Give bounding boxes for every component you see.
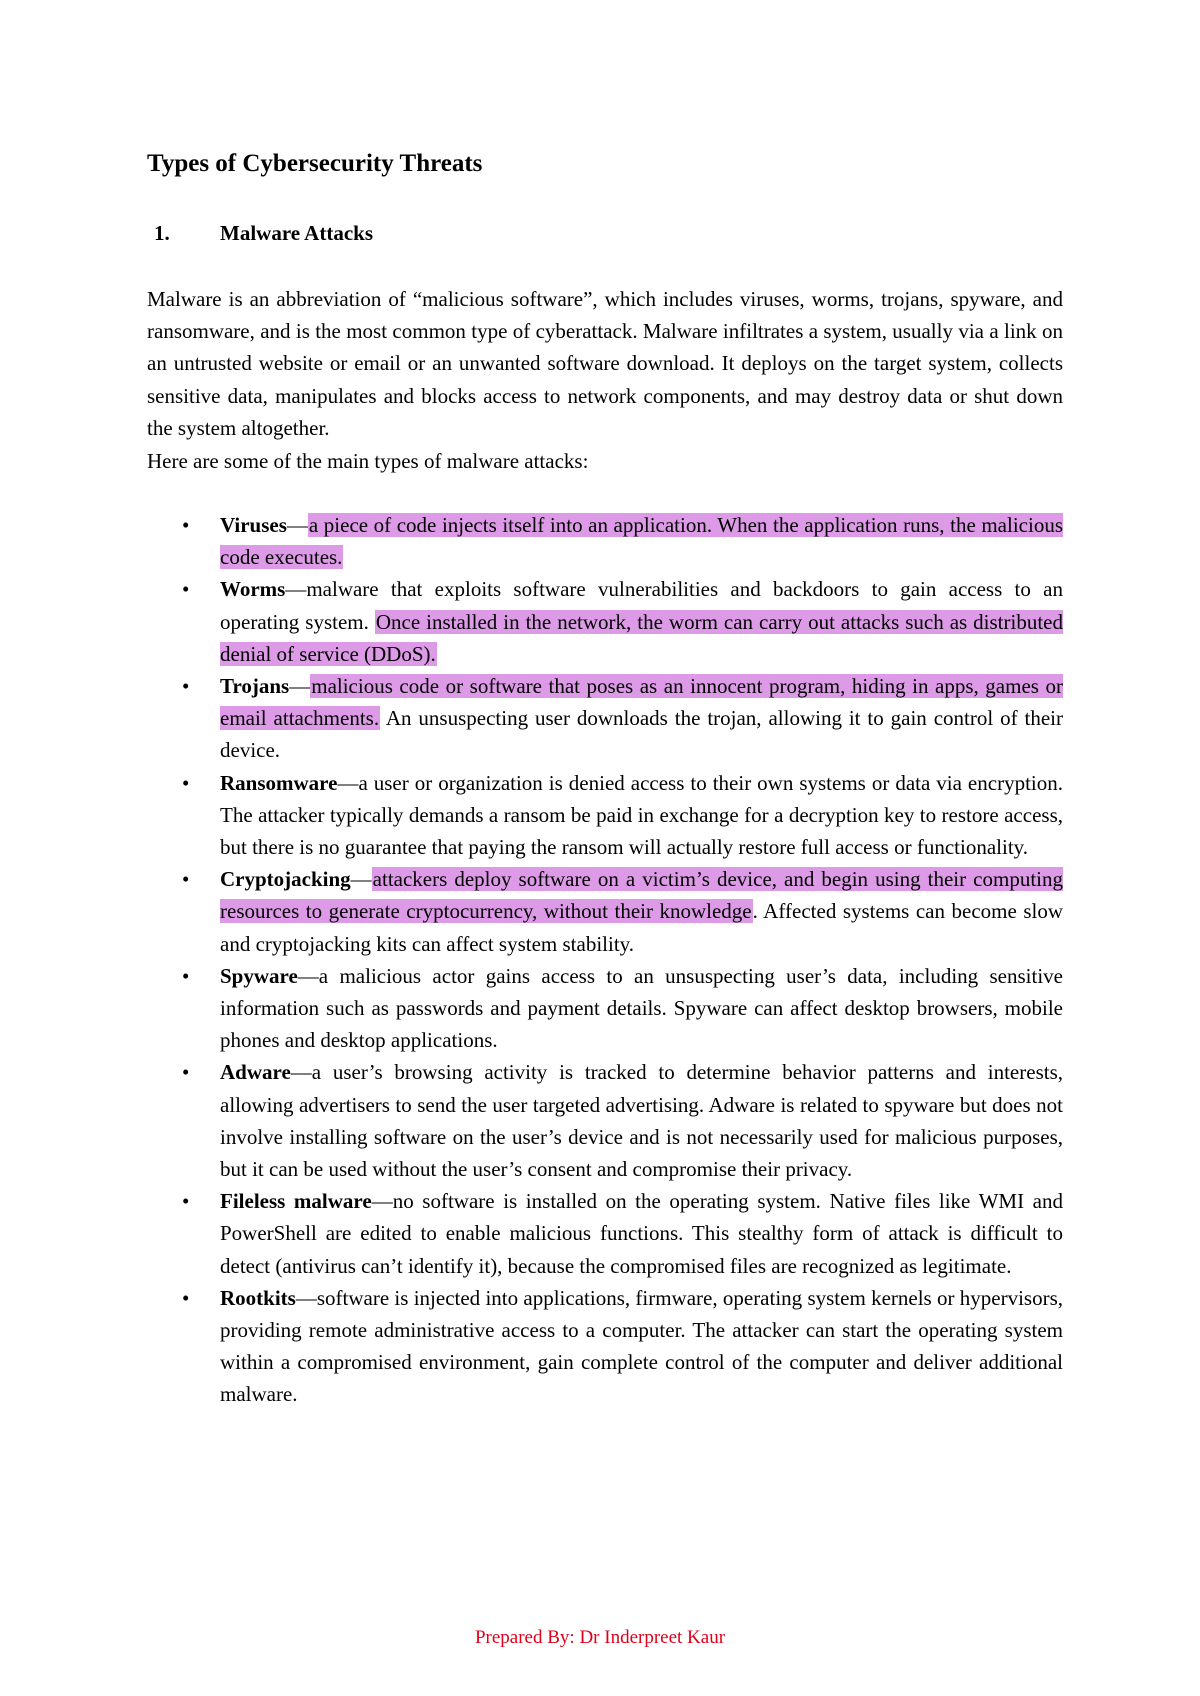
intro-paragraph: Malware is an abbreviation of “malicious software”, which includes viruses, worms, trojans, spyware, and ransomware, and is the most common type of cyberattack. Malware infiltrates a system, usually via a link on an untrusted website or email or an unwanted software download. It deploys on the target system, collects sensitive data, manipulates and blocks access to network components, and may destroy data or shut down the system altogether. [147,287,1063,440]
section-heading [154,219,373,247]
list-item [147,1185,1063,1282]
item-text: malware that exploits software vulnerabilities and backdoors to gain access to an operating system. [220,577,1063,634]
item-dash: — [286,513,308,537]
item-term: Viruses [220,513,287,537]
section-number: 1. [154,221,170,245]
item-text-after: . Affected systems can become slow and cryptojacking kits can affect system stability. [220,899,1064,956]
item-dash: — [297,963,319,988]
list-item [147,1056,1063,1185]
item-highlight: Once installed in the network, the worm can carry out attacks such as distributed denial of service (DDoS). [220,609,1063,666]
item-dash: — [295,1285,317,1310]
item-dash: — [350,867,372,892]
item-term: Cryptojacking [220,867,351,892]
section-title: Malware Attacks [220,221,373,245]
bullet-icon: • [182,577,190,602]
item-term: Fileless malware [220,1189,372,1214]
item-highlight: malicious code or software that poses as an innocent program, hiding in apps, games or email attachments. [220,674,1063,731]
bullet-icon: • [182,963,190,988]
item-text: no software is installed on the operating system. Native files like WMI and PowerShell are edited to enable malicious functions. This stealthy form of attack is difficult to detect (antivirus can’t identify it), because the compromised files are recognized as legitimate. [220,1189,1063,1278]
item-term: Spyware [220,963,298,988]
bullet-icon: • [182,1060,190,1085]
bullet-icon: • [182,513,190,537]
list-item [147,670,1063,767]
item-text: a user or organization is denied access to their own systems or data via encryption. The attacker typically demands a ransom be paid in exchange for a decryption key to restore access, but there is no guarantee that paying the ransom will actually restore full access or functionality. [220,770,1063,860]
lead-sentence: Here are some of the main types of malware attacks: [147,449,589,473]
item-text: a malicious actor gains access to an unsuspecting user’s data, including sensitive information such as passwords and payment details. Spyware can affect desktop browsers, mobile phones and desktop applications. [220,963,1063,1053]
item-dash: — [285,577,307,602]
item-term: Ransomware [220,770,338,795]
list-item [147,960,1063,1057]
list-item [147,1282,1063,1411]
item-term: Adware [220,1060,291,1085]
item-dash: — [337,770,359,795]
item-highlight: attackers deploy software on a victim’s device, and begin using their computing resources to generate cryptocurrency, without their knowledge [220,867,1063,924]
item-dash: — [371,1189,393,1214]
footer-credit: Prepared By: Dr Inderpreet Kaur [474,1627,726,1648]
item-text-after: An unsuspecting user downloads the trojan, allowing it to gain control of their device. [220,706,1063,763]
list-item [147,767,1063,864]
bullet-icon: • [182,1285,190,1310]
list-item [147,863,1063,960]
list-item [147,509,1063,573]
bullet-icon: • [182,770,190,795]
item-text: a user’s browsing activity is tracked to determine behavior patterns and interests, allowing advertisers to send the user targeted advertising. Adware is related to spyware but does not involve installing software on the user’s device and is not necessarily used for malicious purposes, but it can be used without the user’s consent and compromise their privacy. [220,1060,1063,1182]
bullet-icon: • [182,674,190,699]
item-term: Rootkits [220,1285,296,1310]
item-dash: — [290,1060,312,1085]
item-highlight: a piece of code injects itself into an application. When the application runs, the malicious code executes. [220,513,1063,570]
list-item [147,573,1063,670]
item-term: Trojans [220,674,290,699]
item-text: software is injected into applications, firmware, operating system kernels or hypervisors, providing remote administrative access to a computer. The attacker can start the operating system within a compromised environment, gain complete control of the computer and deliver additional malware. [220,1285,1063,1407]
bullet-icon: • [182,867,190,892]
page-title: Types of Cybersecurity Threats [147,150,483,177]
item-dash: — [289,674,311,699]
malware-types-list [147,509,1063,1411]
item-term: Worms [220,577,286,602]
bullet-icon: • [182,1189,190,1214]
